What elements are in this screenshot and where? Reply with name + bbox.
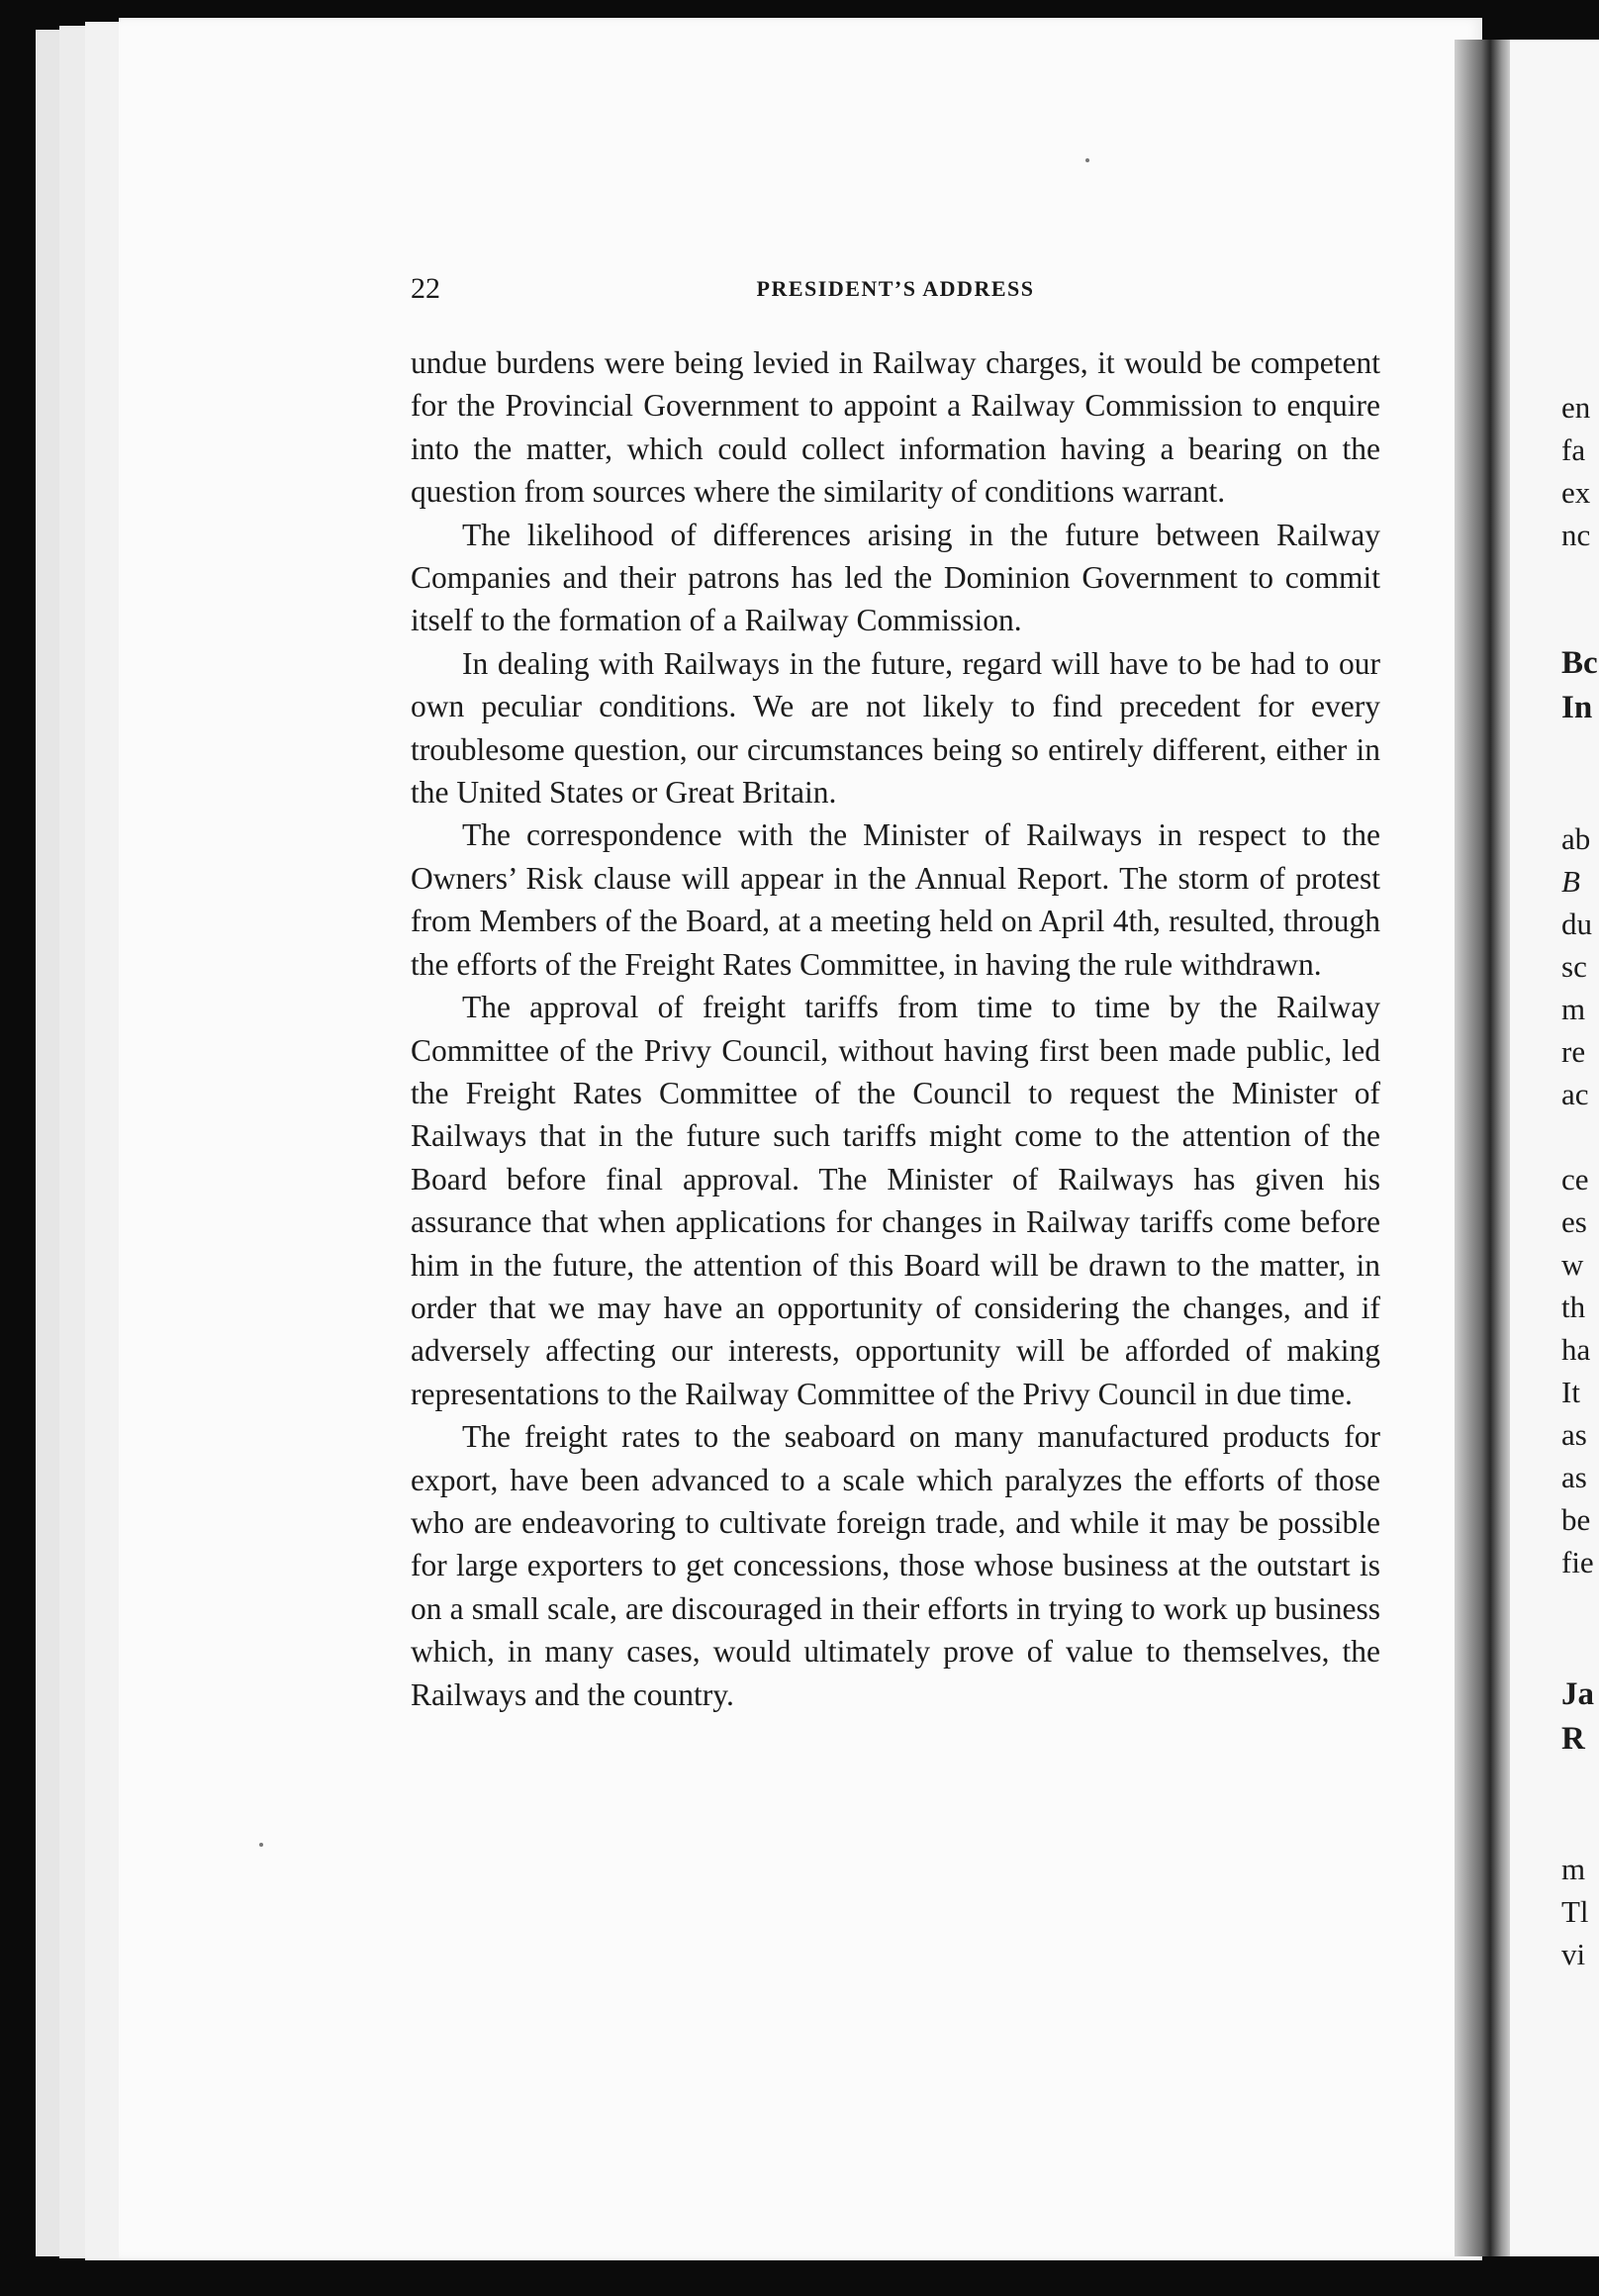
paragraph: The likelihood of differences arising in the future between Railway Companies and their patrons has led the Dominion Government to commit itself to the formation of a Railway Commission. xyxy=(411,517,1380,638)
facing-fragment: as xyxy=(1561,1417,1587,1452)
facing-fragment: R xyxy=(1561,1721,1585,1757)
paragraph: The freight rates to the seaboard on many manufactured products for export, have been advanced to a scale which paralyzes the efforts of those who are endeavoring to cultivate foreign trade, and while it may be possible for large exporters to get concessions, those whose business at the outstart is on a small scale, are discouraged in their efforts in trying to work up business which, in many cases, would ultimately prove of value to themselves, the Railways and the country. xyxy=(411,1419,1380,1712)
facing-fragment: ex xyxy=(1561,475,1591,510)
facing-fragment: In xyxy=(1561,690,1593,725)
page-number: 22 xyxy=(411,272,440,305)
facing-fragment: es xyxy=(1561,1204,1587,1239)
speck xyxy=(1085,158,1089,162)
facing-fragment: nc xyxy=(1561,518,1591,552)
facing-fragment: sc xyxy=(1561,949,1587,984)
facing-fragment: en xyxy=(1561,390,1591,425)
facing-fragment: Ja xyxy=(1561,1676,1594,1712)
facing-fragment: m xyxy=(1561,1852,1586,1886)
facing-fragment: It xyxy=(1561,1375,1580,1409)
facing-fragment: B xyxy=(1561,864,1580,899)
paragraph: undue burdens were being levied in Railway charges, it would be competent for the Provincial Government to appoint a Railway Commission to enquire into the matter, which could collect information having a bearing on the question from sources where the similarity of conditions warrant. xyxy=(411,345,1380,510)
body-text xyxy=(411,341,1380,1716)
facing-fragment: vi xyxy=(1561,1937,1586,1971)
speck xyxy=(259,1843,263,1847)
facing-fragment: th xyxy=(1561,1290,1586,1324)
facing-fragment: Tl xyxy=(1561,1894,1589,1929)
facing-fragment: be xyxy=(1561,1502,1591,1537)
facing-fragment: du xyxy=(1561,907,1592,941)
running-head: PRESIDENT’S ADDRESS xyxy=(756,276,1035,301)
top-dark-strip xyxy=(633,0,1346,18)
facing-fragment: ac xyxy=(1561,1077,1589,1111)
facing-fragment: re xyxy=(1561,1034,1586,1069)
facing-fragment: ce xyxy=(1561,1162,1589,1196)
facing-fragment: fie xyxy=(1561,1545,1594,1579)
paragraph: The correspondence with the Minister of Railways in respect to the Owners’ Risk clause will appear in the Annual Report. The storm of protest from Members of the Board, at a meeting held on April 4th, resulted, through the efforts of the Freight Rates Committee, in having the rule withdrawn. xyxy=(411,817,1380,982)
facing-fragment: as xyxy=(1561,1460,1587,1494)
paragraph: The approval of freight tariffs from time to time by the Railway Committee of the Privy Council, without having first been made public, led the Freight Rates Committee of the Council to request the Minister of Railways that in the future such tariffs might come to the attention of the Board before final approval. The Minister of Railways has given his assurance that when applications for changes in Railway tariffs come before him in the future, the attention of this Board will be drawn to the matter, in order that we may have an opportunity of considering the changes, and if adversely affecting our interests, opportunity will be afforded of making representations to the Railway Committee of the Privy Council in due time. xyxy=(411,990,1380,1411)
facing-fragment: fa xyxy=(1561,432,1586,467)
book-gutter xyxy=(1455,40,1514,2256)
facing-fragment: ha xyxy=(1561,1332,1591,1367)
facing-fragment: ab xyxy=(1561,821,1591,856)
facing-fragment: w xyxy=(1561,1247,1584,1282)
paragraph: In dealing with Railways in the future, regard will have to be had to our own peculiar conditions. We are not likely to find precedent for every troublesome question, our circumstances being so entirely different, either in the United States or Great Britain. xyxy=(411,645,1380,811)
page-header xyxy=(411,272,1380,312)
facing-fragment: m xyxy=(1561,992,1586,1026)
facing-fragment: Bc xyxy=(1561,645,1598,681)
